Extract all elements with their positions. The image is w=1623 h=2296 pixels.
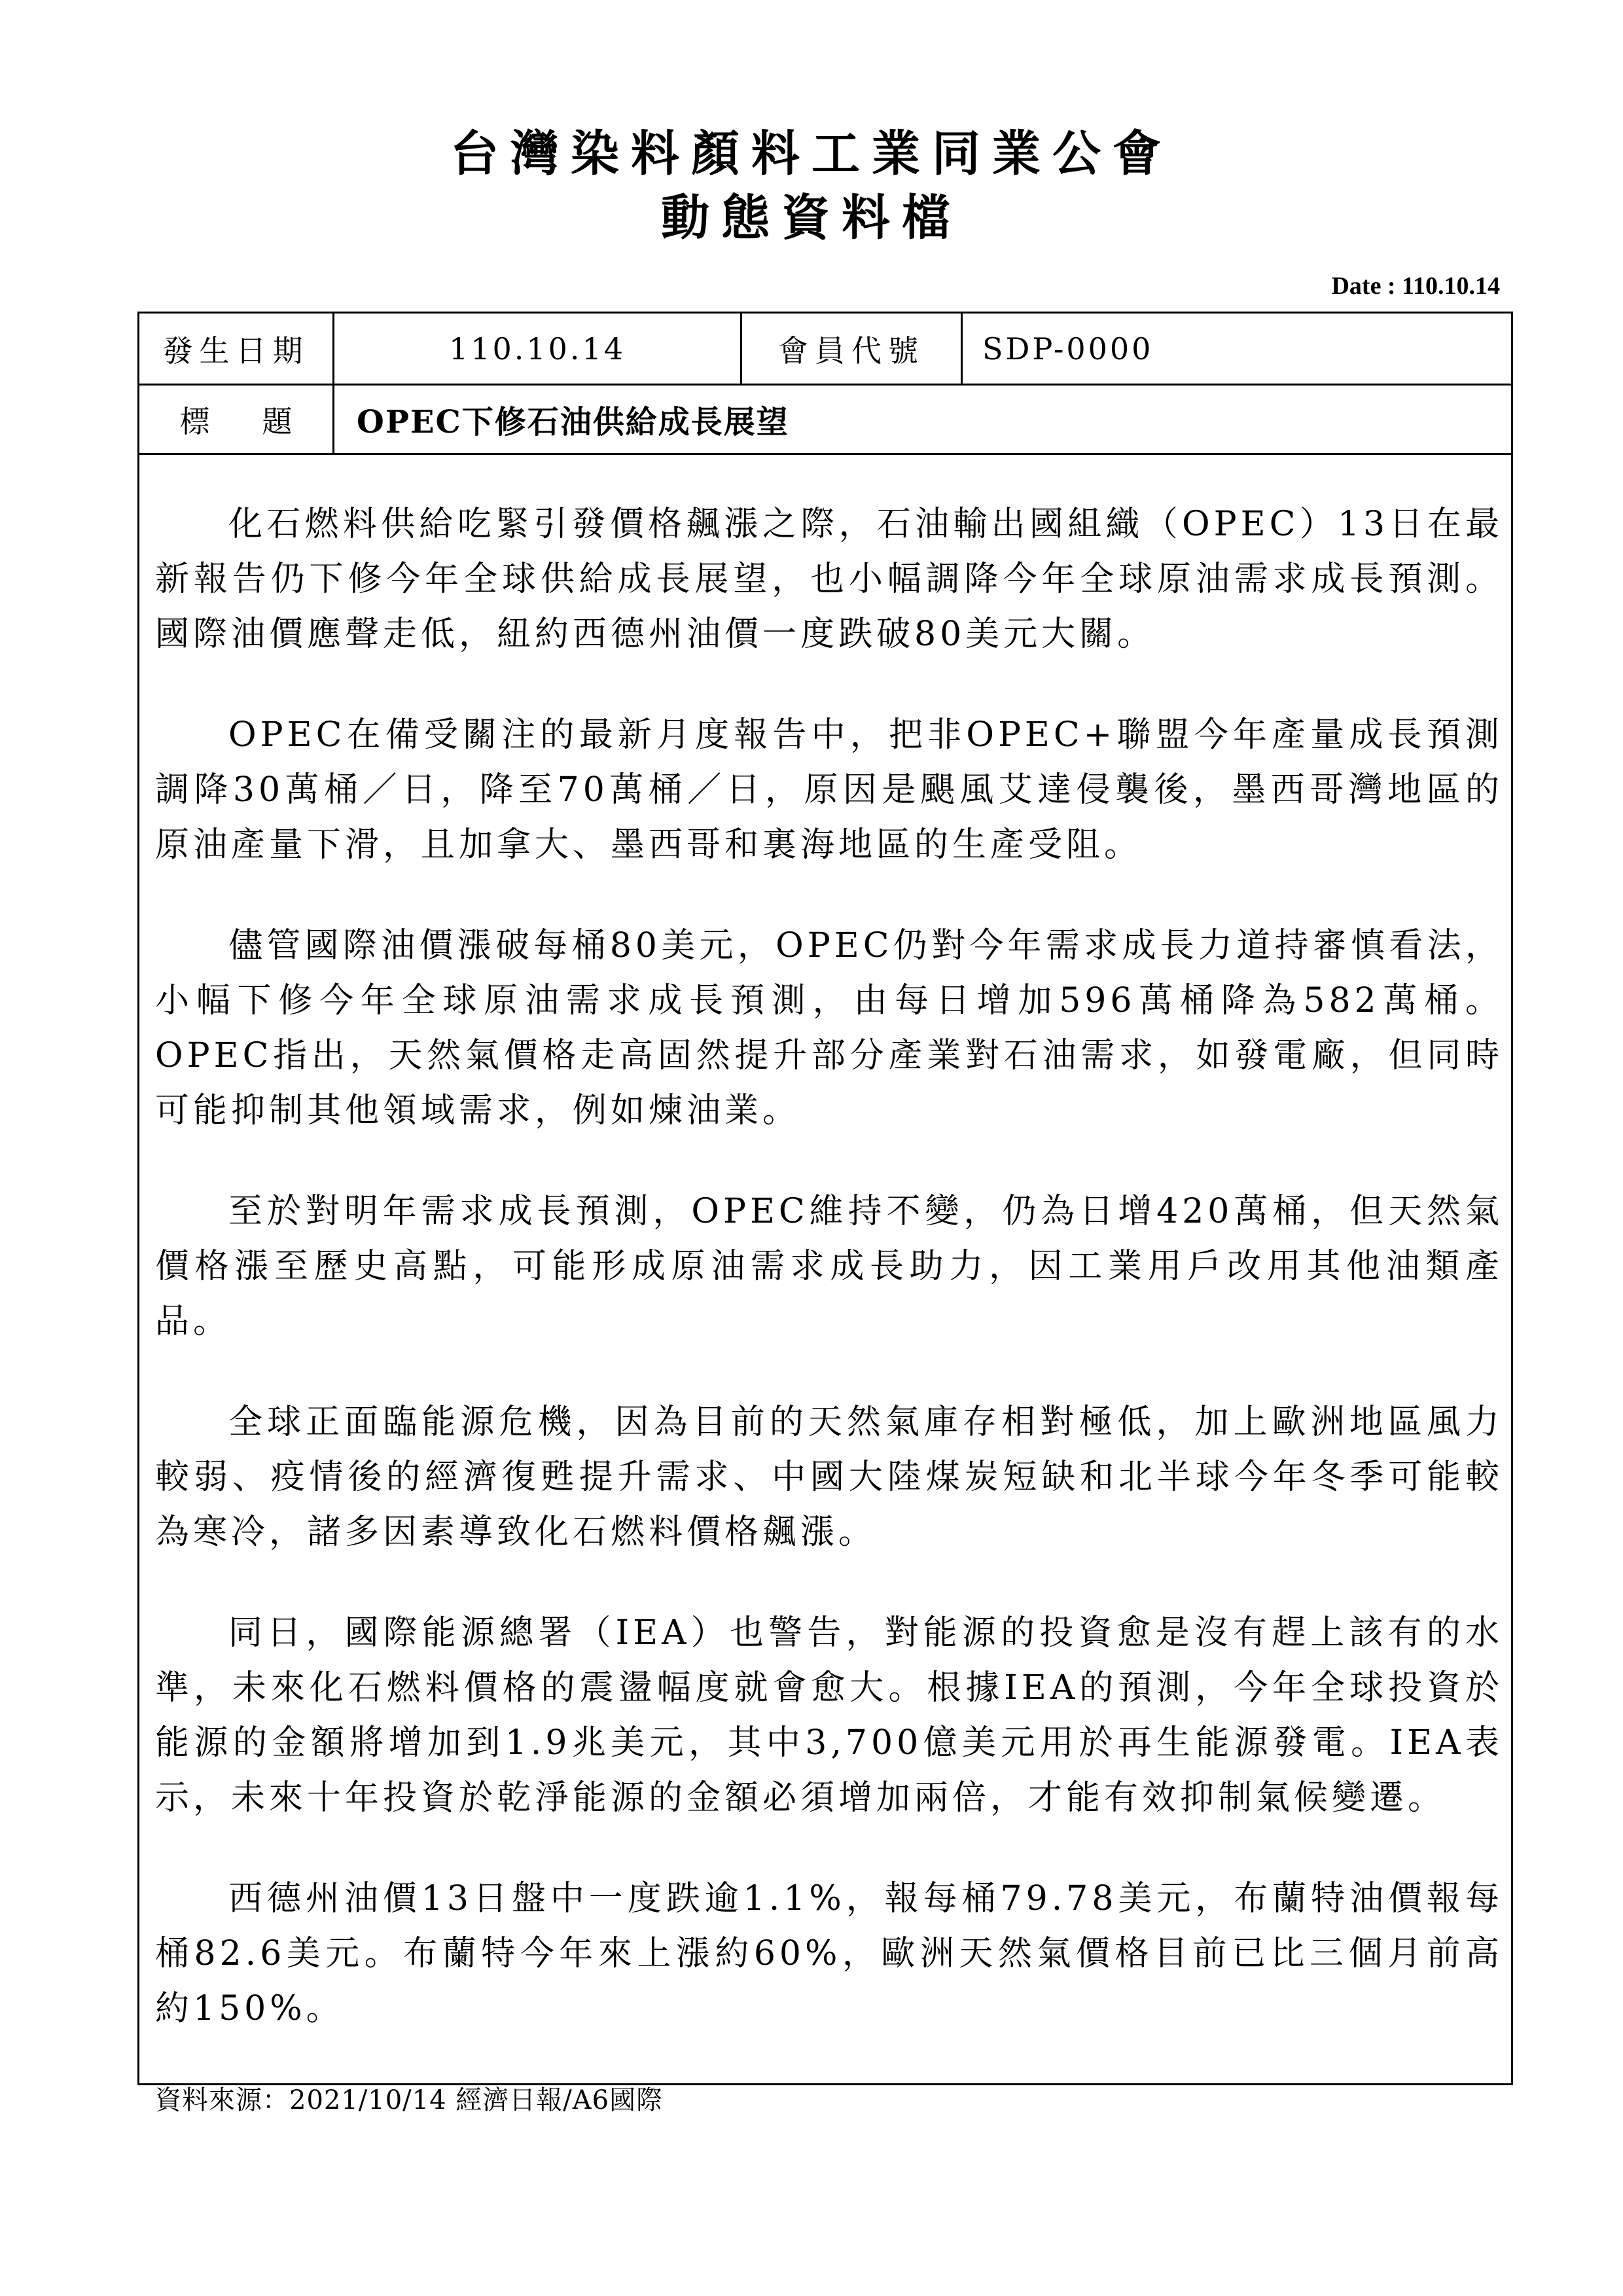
subject-value: OPEC下修石油供給成長展望: [357, 404, 789, 440]
member-code-label: 會員代號: [742, 314, 963, 384]
date-value: 110.10.14: [334, 314, 742, 384]
subject-row: [139, 386, 1511, 455]
article-paragraph: 同日，國際能源總署（IEA）也警告，對能源的投資愈是沒有趕上該有的水準，未來化石燃料價格的震盪幅度就會愈大。根據IEA的預測，今年全球投資於能源的金額將增加到1.9兆美元，其中3,700億美元用於再生能源發電。IEA表示，未來十年投資於乾淨能源的金額必須增加兩倍，才能有效抑制氣候變遷。: [155, 1613, 1503, 1818]
source-note: 資料來源：2021/10/14 經濟日報/A6國際: [155, 2085, 664, 2115]
article-paragraph: 化石燃料供給吃緊引發價格飆漲之際，石油輸出國組織（OPEC）13日在最新報告仍下修今年全球供給成長展望，也小幅調降今年全球原油需求成長預測。國際油價應聲走低，紐約西德州油價一度跌破80美元大關。: [155, 505, 1503, 654]
subject-label: 標題: [139, 386, 334, 453]
member-code-value: SDP-0000: [982, 331, 1154, 367]
document-title: 動態資料檔: [661, 190, 962, 246]
article-paragraph: 儘管國際油價漲破每桶80美元，OPEC仍對今年需求成長力道持審慎看法，小幅下修今年全球原油需求成長預測，由每日增加596萬桶降為582萬桶。OPEC指出，天然氣價格走高固然提升部分產業對石油需求，如發電廠，但同時可能抑制其他領域需求，例如煉油業。: [155, 926, 1503, 1130]
article-paragraph: 西德州油價13日盤中一度跌逾1.1%，報每桶79.78美元，布蘭特油價報每桶82.6美元。布蘭特今年來上漲約60%，歐洲天然氣價格目前已比三個月前高約150%。: [155, 1879, 1503, 2028]
document-date: Date : 110.10.14: [1331, 272, 1500, 300]
date-label: 發生日期: [139, 314, 334, 384]
association-title: 台灣染料顏料工業同業公會: [450, 126, 1173, 182]
news-sheet: [137, 312, 1513, 2115]
article-body: [155, 497, 1503, 2119]
info-row: [139, 314, 1511, 386]
article-paragraph: 全球正面臨能源危機，因為目前的天然氣庫存相對極低，加上歐洲地區風力較弱、疫情後的經濟復甦提升需求、中國大陸煤炭短缺和北半球今年冬季可能較為寒冷，諸多因素導致化石燃料價格飆漲。: [155, 1403, 1503, 1552]
article-paragraph: 至於對明年需求成長預測，OPEC維持不變，仍為日增420萬桶，但天然氣價格漲至歷史高點，可能形成原油需求成長助力，因工業用戶改用其他油類產品。: [155, 1192, 1503, 1341]
article-paragraph: OPEC在備受關注的最新月度報告中，把非OPEC+聯盟今年產量成長預測調降30萬桶／日，降至70萬桶／日，原因是颶風艾達侵襲後，墨西哥灣地區的原油產量下滑，且加拿大、墨西哥和裏海地區的生產受阻。: [155, 715, 1503, 865]
